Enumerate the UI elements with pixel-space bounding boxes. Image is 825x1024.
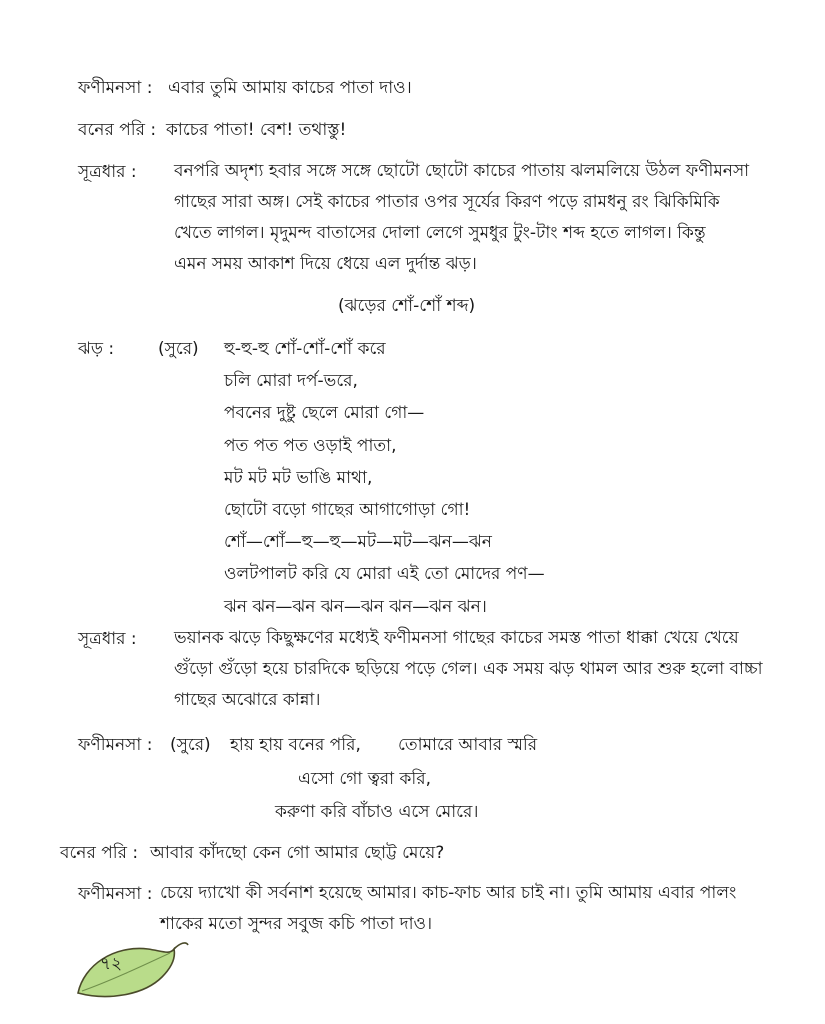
speaker-label: ফণীমনসা : (78, 78, 153, 98)
speaker-label: সূত্রধার : (78, 629, 137, 649)
page-number: ৭২ (100, 954, 123, 974)
song-line: করুণা করি বাঁচাও এসে মোরে। (275, 802, 479, 822)
song-line: তোমারে আবার স্মরি (398, 735, 538, 755)
leaf-icon (70, 935, 190, 1005)
dialogue-text: কাচের পাতা! বেশ! তথাস্তু! (166, 120, 347, 140)
sing-tag: (সুরে) (170, 735, 211, 755)
dialogue-text: ভয়ানক ঝড়ে কিছুক্ষণের মধ্যেই ফণীমনসা গাছের কাচের সমস্ত পাতা ধাক্কা খেয়ে খেয়ে গুঁড়ো গুঁড়ো হয়ে চারদিকে ছড়িয়ে পড়ে গেল। এক সময় ঝড় থামল আর শুরু হলো বাচ্চা গাছের অঝোরে কান্না। (174, 628, 763, 710)
speaker-label: বনের পরি : (78, 120, 157, 140)
speaker-label: ফণীমনসা : (78, 735, 153, 755)
sound-cue: (ঝড়ের শোঁ-শোঁ শব্দ) (338, 296, 476, 316)
dialogue-text: এবার তুমি আমায় কাচের পাতা দাও। (168, 78, 412, 98)
song-lyrics: হু-হু-হু শোঁ-শোঁ-শোঁ করে চলি মোরা দর্প-ভরে, পবনের দুষ্টু ছেলে মোরা গো— পত পত পত ওড়াই পাতা, মট মট মট ভাঙি মাথা, ছোটো বড়ো গাছের আগাগোড়া গো! শোঁ—শোঁ—হু—হু—মট—মট—ঝন—ঝন ওলটপালট করি যে মোরা এই তো মোদের পণ— ঝন ঝন—ঝন ঝন—ঝন ঝন—ঝন ঝন। (224, 339, 545, 617)
song-line: হায় হায় বনের পরি, (230, 735, 361, 755)
speaker-label: বনের পরি : (60, 843, 139, 863)
speaker-label: ঝড় : (78, 339, 115, 359)
speaker-label: সূত্রধার : (78, 162, 137, 182)
dialogue-text: চেয়ে দ্যাখো কী সর্বনাশ হয়েছে আমার। কাচ-ফাচ আর চাই না। তুমি আমায় এবার পালং শাকের মতো সুন্দর সবুজ কচি পাতা দাও। (160, 883, 737, 934)
sing-tag: (সুরে) (158, 339, 199, 359)
speaker-label: ফণীমনসা : (78, 884, 153, 904)
dialogue-text: বনপরি অদৃশ্য হবার সঙ্গে সঙ্গে ছোটো ছোটো কাচের পাতায় ঝলমলিয়ে উঠল ফণীমনসা গাছের সারা অঙ্গ। সেই কাচের পাতার ওপর সূর্যের কিরণ পড়ে রামধনু রং ঝিকিমিকি খেতে লাগল। মৃদুমন্দ বাতাসের দোলা লেগে সুমধুর টুং-টাং শব্দ হতে লাগল। কিন্তু এমন সময় আকাশ দিয়ে ধেয়ে এল দুর্দান্ত ঝড়। (174, 161, 750, 274)
song-line: এসো গো ত্বরা করি, (298, 769, 431, 789)
dialogue-text: আবার কাঁদছো কেন গো আমার ছোট্ট মেয়ে? (150, 843, 445, 863)
